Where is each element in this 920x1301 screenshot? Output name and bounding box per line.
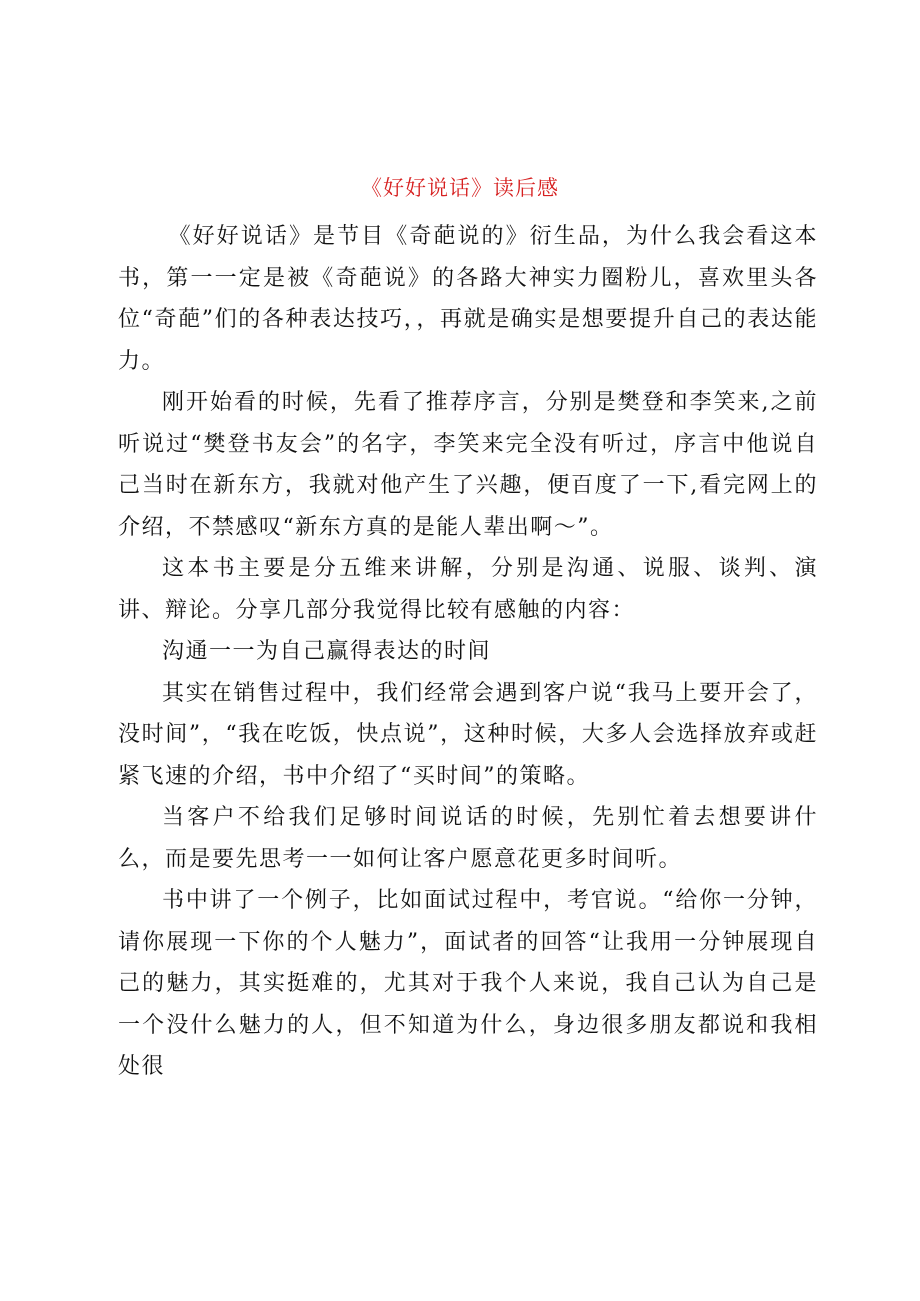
paragraph-intro: 《好好说话》是节目《奇葩说的》衍生品，为什么我会看这本书，第一一定是被《奇葩说》的各路大神实力圈粉儿，喜欢里头各位“奇葩”们的各种表达技巧，，再就是确实是想要提升自己的表达能力。 xyxy=(118,224,818,374)
document-body xyxy=(118,216,818,1088)
paragraph-structure: 这本书主要是分五维来讲解，分别是沟通、说服、谈判、演讲、辩论。分享几部分我觉得比较有感触的内容： xyxy=(118,556,818,623)
document-title: 《好好说话》读后感 xyxy=(361,176,559,200)
section-heading-communication: 沟通一一为自己赢得表达的时间 xyxy=(162,639,492,664)
paragraph-interview-example: 书中讲了一个例子，比如面试过程中，考官说。“给你一分钟，请你展现一下你的个人魅力”，面试者的回答“让我用一分钟展现自己的魅力，其实挺难的，尤其对于我个人来说，我自己认为自己是一个没什么魅力的人，但不知道为什么，身边很多朋友都说和我相处很 xyxy=(118,888,818,1079)
paragraph-customer-time: 当客户不给我们足够时间说话的时候，先别忙着去想要讲什么，而是要先思考一一如何让客户愿意花更多时间听。 xyxy=(118,805,818,872)
paragraph-preface: 刚开始看的时候，先看了推荐序言，分别是樊登和李笑来,之前听说过“樊登书友会”的名字，李笑来完全没有听过，序言中他说自己当时在新东方，我就对他产生了兴趣，便百度了一下,看完网上的介绍，不禁感叹“新东方真的是能人辈出啊～”。 xyxy=(118,390,818,540)
paragraph-sales: 其实在销售过程中，我们经常会遇到客户说“我马上要开会了，没时间”，“我在吃饭，快点说”，这种时候，大多人会选择放弃或赶紧飞速的介绍，书中介绍了“买时间”的策略。 xyxy=(118,680,818,789)
